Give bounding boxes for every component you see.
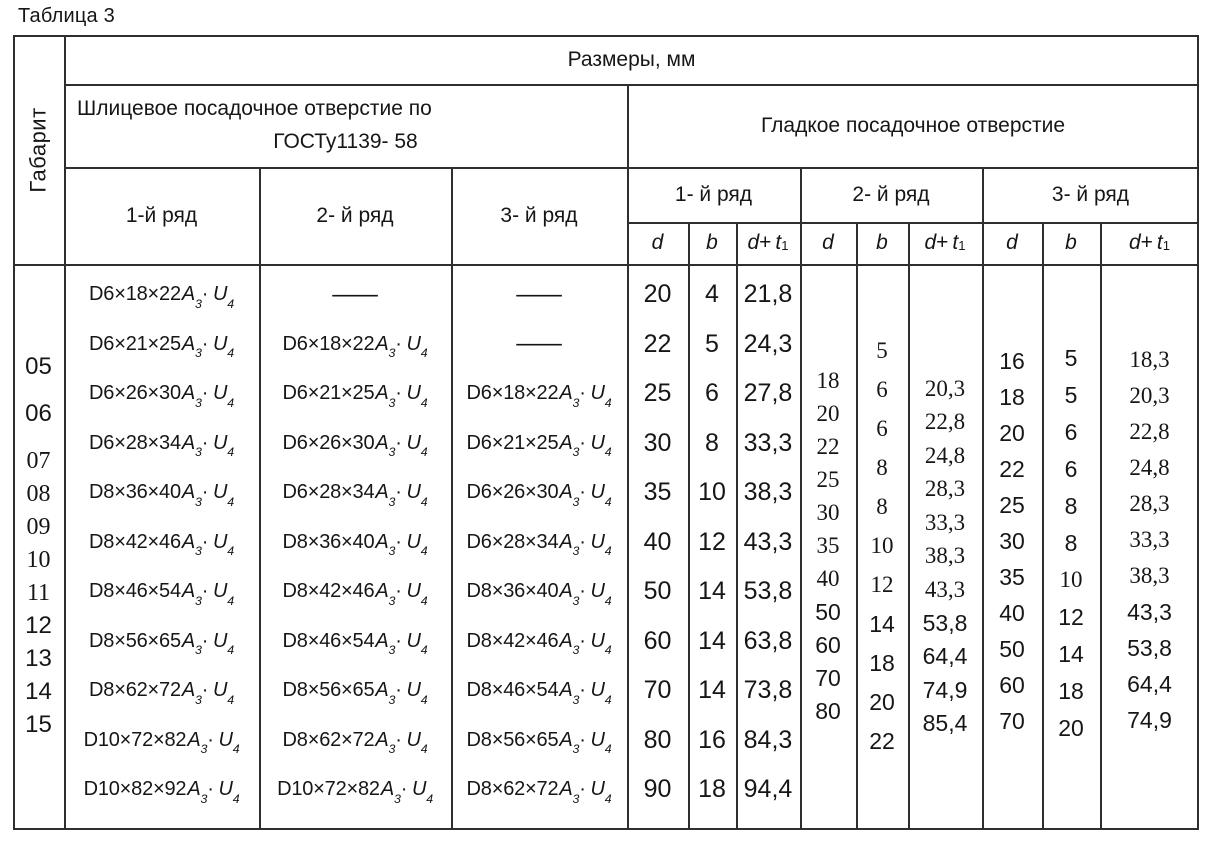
header-sizes xyxy=(64,35,1199,84)
dimension-dt: 24,3 xyxy=(743,329,793,358)
dimension-dt: 43,3 xyxy=(1127,598,1172,625)
dimension-dt: 18,3 xyxy=(1129,347,1170,372)
dimension-d: 40 xyxy=(999,599,1025,626)
dimension-d: 25 xyxy=(643,379,672,408)
dimension-b: 12 xyxy=(870,572,894,597)
dimension-d: 30 xyxy=(816,500,840,525)
grid-line-horizontal xyxy=(627,222,1199,224)
dimension-d: 18 xyxy=(999,383,1025,410)
subheader-dt-1-d: d xyxy=(747,231,760,254)
grid-line-vertical xyxy=(64,35,66,830)
gabarit-value: 07 xyxy=(26,447,51,474)
spline-designation: D8×56×65 $A_3$ · $U_4$ xyxy=(89,629,234,658)
dimension-b: 16 xyxy=(698,725,726,754)
spline-designation: — xyxy=(516,330,562,358)
dimension-d: 35 xyxy=(643,478,672,507)
dimension-dt: 28,3 xyxy=(1129,491,1170,516)
dimension-dt: 28,3 xyxy=(924,476,966,501)
spline-designation: D6×21×25 $A_3$ · $U_4$ xyxy=(466,431,612,460)
subheader-dt-3-plus: + xyxy=(1140,231,1153,254)
spline-designation: — xyxy=(516,280,562,308)
dimensions-table xyxy=(13,35,1199,830)
spline-designation: D6×21×25 $A_3$ · $U_4$ xyxy=(89,332,234,361)
dimension-b: 14 xyxy=(1058,640,1084,667)
dimension-d: 35 xyxy=(816,533,840,558)
grid-line-horizontal xyxy=(13,264,1199,266)
dimension-dt: 24,8 xyxy=(1129,455,1170,480)
spline-designation: D6×18×22 $A_3$ · $U_4$ xyxy=(89,283,234,311)
subheader-dt-3-t: t xyxy=(1156,231,1163,254)
dimension-b: 4 xyxy=(705,280,719,309)
dimension-d: 22 xyxy=(816,434,840,459)
grid-line-horizontal xyxy=(13,828,1199,830)
dimension-b: 6 xyxy=(705,379,719,408)
dimension-dt: 84,3 xyxy=(743,725,793,754)
dimension-d: 80 xyxy=(815,697,841,724)
dimension-b: 10 xyxy=(870,533,894,558)
dimension-d: 70 xyxy=(999,707,1025,734)
spline-designation: D8×42×46 $A_3$ · $U_4$ xyxy=(89,530,234,559)
column-spline-row3 xyxy=(451,264,627,834)
dimension-dt: 53,8 xyxy=(922,609,968,636)
dimension-d: 18 xyxy=(816,368,840,393)
header-spline-row-2 xyxy=(259,167,451,264)
dimension-d: 30 xyxy=(643,428,672,457)
header-spline-row-3 xyxy=(451,167,627,264)
column-r1-b xyxy=(688,264,736,834)
dimension-b: 10 xyxy=(698,478,726,507)
dimension-b: 22 xyxy=(869,727,895,754)
column-r3-d xyxy=(982,259,1042,823)
subheader-d-1 xyxy=(627,222,688,264)
gabarit-value: 15 xyxy=(25,711,52,738)
header-spline-line1: Шлицевое посадочное отверстие по xyxy=(77,97,432,120)
dimension-dt: 33,3 xyxy=(924,509,966,535)
spline-designation: D8×42×46 $A_3$ · $U_4$ xyxy=(466,629,612,658)
grid-line-vertical xyxy=(688,222,690,830)
dimension-b: 18 xyxy=(698,775,726,804)
column-r1-d xyxy=(627,264,688,834)
subheader-dt-1-plus: + xyxy=(759,231,772,254)
spline-designation: D6×21×25 $A_3$ · $U_4$ xyxy=(282,382,428,410)
dimension-d: 35 xyxy=(999,563,1025,590)
dimension-b: 20 xyxy=(869,688,895,715)
column-r1-dt xyxy=(736,264,800,834)
dimension-dt: 20,3 xyxy=(924,375,966,401)
subheader-dt-2-d: d xyxy=(924,231,937,254)
dimension-b: 20 xyxy=(1058,714,1084,741)
dimension-b: 5 xyxy=(1064,344,1078,371)
dimension-d: 20 xyxy=(999,419,1025,446)
subheader-d-3-label: d xyxy=(1006,231,1018,254)
dimension-dt: 21,8 xyxy=(743,280,793,309)
subheader-dt-1-t: t xyxy=(775,231,782,254)
header-smooth-row-2 xyxy=(800,167,982,222)
dimension-d: 16 xyxy=(999,347,1025,374)
dimension-dt: 20,3 xyxy=(1129,383,1170,408)
dimension-b: 5 xyxy=(1064,381,1078,408)
gabarit-value: 13 xyxy=(25,645,52,672)
dimension-dt: 73,8 xyxy=(743,676,793,705)
dimension-dt: 85,4 xyxy=(922,710,968,736)
header-smooth-row-3-label: 3- й ряд xyxy=(1051,182,1130,206)
spline-designation: D8×62×72 $A_3$ · $U_4$ xyxy=(466,778,612,806)
dimension-b: 12 xyxy=(698,527,726,556)
header-spline-row-1 xyxy=(64,167,259,264)
grid-line-vertical xyxy=(982,167,984,830)
spline-designation: D8×36×40 $A_3$ · $U_4$ xyxy=(282,530,428,559)
grid-line-vertical xyxy=(451,167,453,830)
dimension-b: 5 xyxy=(876,338,888,363)
column-r3-dt xyxy=(1100,258,1199,822)
spline-designation: D6×26×30 $A_3$ · $U_4$ xyxy=(466,481,612,509)
grid-line-vertical xyxy=(259,167,261,830)
spline-designation: D6×26×30 $A_3$ · $U_4$ xyxy=(89,382,234,410)
dimension-dt: 53,8 xyxy=(1127,634,1172,661)
dimension-dt: 43,3 xyxy=(924,576,966,602)
dimension-b: 6 xyxy=(1064,455,1078,482)
subheader-b-2 xyxy=(856,222,908,264)
dimension-dt: 74,9 xyxy=(1127,706,1172,733)
column-r2-d xyxy=(800,264,856,828)
spline-designation: D6×18×22 $A_3$ · $U_4$ xyxy=(466,382,612,410)
dimension-b: 8 xyxy=(1064,492,1078,519)
spline-designation: — xyxy=(332,280,378,308)
grid-line-vertical xyxy=(800,167,802,830)
grid-line-vertical xyxy=(856,222,858,830)
gabarit-value: 06 xyxy=(25,400,52,427)
dimension-dt: 63,8 xyxy=(743,626,793,655)
gabarit-value: 11 xyxy=(26,579,51,606)
dimension-d: 30 xyxy=(999,527,1025,554)
subheader-d-2 xyxy=(800,222,856,264)
header-smooth-hole xyxy=(627,84,1199,167)
spline-designation: D6×28×34 $A_3$ · $U_4$ xyxy=(466,530,612,559)
dimension-b: 18 xyxy=(869,649,895,676)
spline-designation: D6×28×34 $A_3$ · $U_4$ xyxy=(89,431,234,460)
spline-designation: D8×42×46 $A_3$ · $U_4$ xyxy=(282,580,428,608)
dimension-dt: 38,3 xyxy=(924,543,966,568)
gabarit-value: 08 xyxy=(26,480,51,507)
dimension-d: 22 xyxy=(643,329,672,358)
spline-designation: D8×56×65 $A_3$ · $U_4$ xyxy=(282,679,428,707)
dimension-dt: 24,8 xyxy=(924,442,966,468)
gabarit-value: 10 xyxy=(26,546,51,573)
header-spline-line2: ГОСТу1139- 58 xyxy=(273,130,418,153)
column-r2-b xyxy=(856,264,908,828)
header-smooth-row-1-label: 1- й ряд xyxy=(674,182,753,206)
dimension-b: 6 xyxy=(1064,418,1078,445)
header-sizes-label: Размеры, мм xyxy=(567,47,696,71)
dimension-dt: 64,4 xyxy=(1127,670,1172,697)
header-smooth-row-1 xyxy=(627,167,800,222)
dimension-dt: 22,8 xyxy=(1129,419,1170,444)
subheader-d-2-label: d xyxy=(822,231,834,254)
dimension-b: 8 xyxy=(1064,529,1078,556)
grid-line-horizontal xyxy=(13,35,1199,37)
dimension-d: 40 xyxy=(643,527,672,556)
dimension-b: 8 xyxy=(876,494,888,519)
header-spline-row-1-label: 1-й ряд xyxy=(125,203,198,227)
dimension-d: 50 xyxy=(815,598,841,625)
spline-designation: D8×62×72 $A_3$ · $U_4$ xyxy=(282,728,428,757)
column-spline-row2 xyxy=(259,264,451,834)
subheader-b-3-label: b xyxy=(1065,231,1077,254)
dimension-b: 5 xyxy=(705,329,719,358)
subheader-dt-1: d + t $_1$ xyxy=(747,231,789,254)
subheader-dt-2-t: t xyxy=(952,231,959,254)
dimension-dt: 43,3 xyxy=(743,527,793,556)
dimension-d: 50 xyxy=(643,577,672,606)
grid-line-vertical xyxy=(1042,222,1044,830)
subheader-d-1-label: d xyxy=(651,231,664,254)
spline-designation: D10×72×82 $A_3$ · $U_4$ xyxy=(277,778,433,806)
header-smooth-row-3 xyxy=(982,167,1199,222)
subheader-b-1 xyxy=(688,222,736,264)
grid-line-vertical xyxy=(908,222,910,830)
dimension-b: 14 xyxy=(698,676,726,705)
dimension-dt: 94,4 xyxy=(743,775,793,804)
dimension-d: 22 xyxy=(999,455,1025,482)
grid-line-horizontal xyxy=(64,84,1199,86)
grid-line-vertical xyxy=(13,35,15,830)
subheader-d-3 xyxy=(982,222,1042,264)
grid-line-vertical xyxy=(1197,35,1199,830)
spline-designation: D8×46×54 $A_3$ · $U_4$ xyxy=(282,629,428,658)
column-r3-b xyxy=(1042,261,1100,825)
header-smooth-label: Гладкое посадочное отверстие xyxy=(760,113,1066,137)
spline-designation: D8×36×40 $A_3$ · $U_4$ xyxy=(466,580,612,608)
gabarit-value: 14 xyxy=(25,678,52,705)
dimension-dt: 38,3 xyxy=(1129,563,1170,588)
dimension-b: 18 xyxy=(1058,677,1084,704)
dimension-d: 70 xyxy=(815,664,841,691)
gabarit-value: 05 xyxy=(25,353,52,380)
dimension-b: 6 xyxy=(876,377,888,402)
dimension-d: 20 xyxy=(643,280,672,309)
subheader-dt-3-d: d xyxy=(1128,231,1141,254)
dimension-b: 8 xyxy=(876,455,888,480)
spline-designation: D8×56×65 $A_3$ · $U_4$ xyxy=(466,728,612,757)
dimension-dt: 22,8 xyxy=(924,409,966,434)
dimension-dt: 33,3 xyxy=(743,428,793,457)
grid-line-vertical xyxy=(627,84,629,830)
dimension-b: 12 xyxy=(1058,603,1084,630)
dimension-d: 60 xyxy=(815,631,841,658)
dimension-dt: 74,9 xyxy=(922,676,968,703)
dimension-b: 8 xyxy=(705,428,719,457)
column-r2-dt xyxy=(908,274,982,838)
dimension-dt: 27,8 xyxy=(743,379,793,408)
column-spline-row1 xyxy=(64,264,259,834)
subheader-b-1-label: b xyxy=(706,231,718,254)
subheader-dt-3: d + t $_1$ xyxy=(1128,231,1171,254)
dimension-d: 90 xyxy=(643,775,672,804)
spline-designation: D8×46×54 $A_3$ · $U_4$ xyxy=(466,679,612,707)
subheader-b-2-label: b xyxy=(876,231,888,254)
dimension-b: 14 xyxy=(869,610,895,637)
dimension-dt: 53,8 xyxy=(743,577,793,606)
spline-designation: D6×26×30 $A_3$ · $U_4$ xyxy=(282,431,428,460)
table-caption: Таблица 3 xyxy=(18,5,115,27)
dimension-dt: 38,3 xyxy=(743,478,793,507)
dimension-b: 14 xyxy=(698,626,726,655)
subheader-b-3 xyxy=(1042,222,1100,264)
dimension-d: 25 xyxy=(816,467,840,492)
spline-designation: D10×82×92 $A_3$ · $U_4$ xyxy=(83,778,240,806)
dimension-d: 70 xyxy=(643,676,672,705)
header-spline-row-3-label: 3- й ряд xyxy=(500,203,578,227)
dimension-dt: 64,4 xyxy=(922,643,968,669)
dimension-b: 6 xyxy=(876,416,888,441)
dimension-dt: 33,3 xyxy=(1129,527,1170,552)
spline-designation: D8×62×72 $A_3$ · $U_4$ xyxy=(89,679,234,707)
header-gabarit xyxy=(13,35,64,264)
header-smooth-row-2-label: 2- й ряд xyxy=(852,182,930,206)
grid-line-horizontal xyxy=(64,167,1199,169)
dimension-b: 10 xyxy=(1059,567,1083,592)
gabarit-value: 09 xyxy=(26,513,51,540)
grid-line-vertical xyxy=(1100,222,1102,830)
header-spline-row-2-label: 2- й ряд xyxy=(316,203,394,227)
dimension-d: 25 xyxy=(999,491,1025,518)
dimension-d: 40 xyxy=(816,566,840,591)
spline-designation: D6×18×22 $A_3$ · $U_4$ xyxy=(282,332,428,361)
dimension-d: 80 xyxy=(643,725,672,754)
header-gabarit-label: Габарит xyxy=(25,106,51,193)
spline-designation: D10×72×82 $A_3$ · $U_4$ xyxy=(83,728,240,757)
spline-designation: D6×28×34 $A_3$ · $U_4$ xyxy=(282,481,428,509)
dimension-d: 60 xyxy=(999,671,1025,698)
subheader-dt-2: d + t $_1$ xyxy=(924,231,966,254)
spline-designation: D8×46×54 $A_3$ · $U_4$ xyxy=(89,580,234,608)
subheader-dt-2-plus: + xyxy=(936,231,949,254)
dimension-d: 50 xyxy=(999,635,1025,662)
dimension-b: 14 xyxy=(698,577,726,606)
dimension-d: 60 xyxy=(643,626,672,655)
gabarit-value: 12 xyxy=(25,612,52,639)
dimension-d: 20 xyxy=(816,401,840,426)
header-spline-hole xyxy=(64,84,627,167)
column-gabarit-values xyxy=(13,264,64,828)
spline-designation: D8×36×40 $A_3$ · $U_4$ xyxy=(89,481,234,509)
grid-line-vertical xyxy=(736,222,738,830)
